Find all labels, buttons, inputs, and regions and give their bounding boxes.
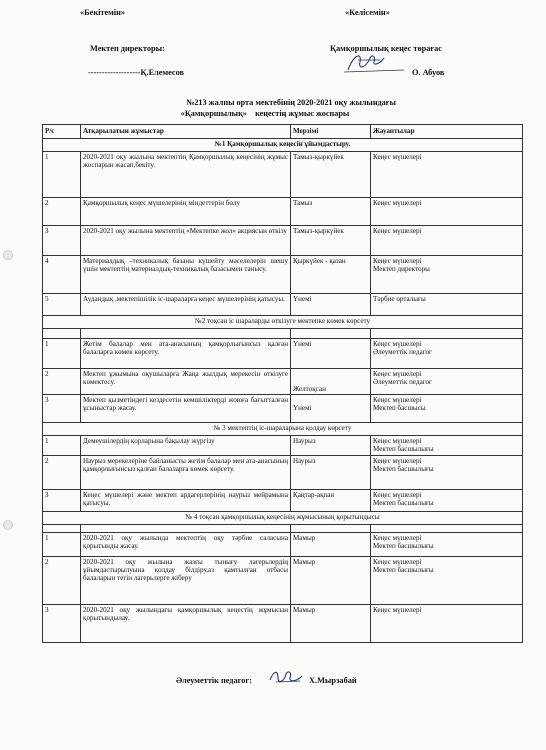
row-work: Кеңес мүшелері және мектеп ардагерлерінің наурыз мейрамына қатысуы. xyxy=(81,490,291,512)
row-num: 2 xyxy=(43,369,81,395)
row-term: Үнемі xyxy=(291,294,371,316)
section-row xyxy=(43,139,523,152)
section-title: № 3 мектептің іс-шараларына қолдау көрсету xyxy=(43,423,523,436)
row-term: Тамыз-қыркүйек xyxy=(291,226,371,256)
table-header-row xyxy=(43,125,523,139)
agree-label: «Келісемін» xyxy=(345,8,390,17)
row-num: 2 xyxy=(43,456,81,490)
section-title: №1 Қамқоршылық кеңесін ұйымдастыру. xyxy=(43,139,523,152)
work-plan-table xyxy=(42,124,523,643)
row-resp: Кеңес мүшелері Мектеп директоры xyxy=(371,256,523,294)
row-num: 5 xyxy=(43,294,81,316)
table-row xyxy=(43,294,523,316)
row-resp: Кеңес мүшелері xyxy=(371,198,523,226)
row-num: 3 xyxy=(43,395,81,423)
row-work: Жетім балалар мен ата-анасының қамқорлығынсыз қалған балаларға көмек көрсету. xyxy=(81,339,291,369)
table-row xyxy=(43,339,523,369)
row-work: Наурыз мерекелеріне байланысты жетім балалар мен ата-анасының қамқорлығынсыз қалған балаларға көмек көрсету. xyxy=(81,456,291,490)
col-header-work: Атқарылатын жұмыстар xyxy=(81,125,291,139)
row-work: 2020-2021 оқу жылына мектептің «Мектепке жол» акциясын өткізу xyxy=(81,226,291,256)
table-row xyxy=(43,436,523,456)
spacer-row xyxy=(43,525,523,533)
row-num: 1 xyxy=(43,152,81,198)
row-resp: Тәрбие орталығы xyxy=(371,294,523,316)
social-teacher-signature xyxy=(266,666,308,688)
row-term: Қаңтар-ақпан xyxy=(291,490,371,512)
section-title: № 4 тоқсан қамқоршылық кеңесінің жұмысының қорытындысы xyxy=(43,512,523,525)
punch-hole xyxy=(3,250,13,260)
row-resp: Кеңес мүшелері xyxy=(371,226,523,256)
row-resp: Кеңес мүшелері Әлеуметтік педагог xyxy=(371,369,523,395)
row-term: Тамыз-қыркүйек xyxy=(291,152,371,198)
table-row xyxy=(43,198,523,226)
row-num: 2 xyxy=(43,557,81,605)
row-num: 1 xyxy=(43,436,81,456)
section-row xyxy=(43,512,523,525)
row-resp: Кеңес мүшелері xyxy=(371,152,523,198)
col-header-term: Мерзімі xyxy=(291,125,371,139)
row-num: 4 xyxy=(43,256,81,294)
row-num: 1 xyxy=(43,533,81,557)
plan-title-line2 xyxy=(0,109,538,118)
table-row xyxy=(43,533,523,557)
row-resp: Кеңес мүшелері Мектеп басшылығы xyxy=(371,456,523,490)
row-term: Үнемі xyxy=(291,395,371,423)
row-num: 3 xyxy=(43,605,81,643)
row-work: 2020-2021 оқу жылындағы қамқоршылық кеңестің жұмысын қорытындылау. xyxy=(81,605,291,643)
plan-title-rest: кеңестің жұмыс жоспары xyxy=(255,109,350,118)
section-row xyxy=(43,423,523,436)
table-row xyxy=(43,490,523,512)
col-header-num: Р/с xyxy=(43,125,81,139)
row-term: Желтоқсан xyxy=(291,369,371,395)
council-chair-title: Қамқоршылық кеңес төрағас xyxy=(330,44,442,53)
row-resp: Кеңес мүшелері Мектеп басшылығы xyxy=(371,436,523,456)
row-resp: Кеңес мүшелері Әлеуметтік педагог xyxy=(371,339,523,369)
row-work: 2020-2021 оқу жылында мектептің оқу тәрбие саласына қорытынды жасау. xyxy=(81,533,291,557)
table-row xyxy=(43,557,523,605)
table-row xyxy=(43,456,523,490)
row-term: Мамыр xyxy=(291,605,371,643)
table-row xyxy=(43,395,523,423)
punch-hole xyxy=(3,520,13,530)
table-row xyxy=(43,152,523,198)
row-work: Аудандық ,мектепішілік іс-шараларға кеңес мүшелерінің қатысуы. xyxy=(81,294,291,316)
row-num: 3 xyxy=(43,490,81,512)
row-resp: Кеңес мүшелері Мектеп басшылығы xyxy=(371,557,523,605)
row-work: Қамқоршылық кеңес мүшелерінің міндеттерін бөлу xyxy=(81,198,291,226)
approve-label: «Бекітемін» xyxy=(80,8,126,17)
plan-title-name: «Қамқоршылық» xyxy=(180,109,247,118)
council-chair-name: О. Абуов xyxy=(412,68,445,77)
row-term: Қыркүйек - қазан xyxy=(291,256,371,294)
row-work: 2020-2021 оқу жылына жазғы тынығу лагерьлердің ұйымдастырылуына қолдау білдіру,аз қамтылған отбасы балаларын тегін лагерьлерге жіберу xyxy=(81,557,291,605)
council-chair-signature xyxy=(340,50,410,76)
row-term: Тамыз xyxy=(291,198,371,226)
social-teacher-name: Х.Мырзабай xyxy=(309,676,357,685)
row-term: Наурыз xyxy=(291,456,371,490)
section-row xyxy=(43,316,523,329)
row-term: Мамыр xyxy=(291,557,371,605)
row-work: Мектеп қызметіндегі кездесетін кемшіліктерді жоюға бағытталған ұсыныстар жасау. xyxy=(81,395,291,423)
row-term: Наурыз xyxy=(291,436,371,456)
row-work: Материалдық –техникалық базаны күшейту мәселелерін шешу үшін мектептің материалдық-техникалық базасымен танысу. xyxy=(81,256,291,294)
plan-title-line1: №213 жалпы орта мектебінің 2020-2021 оқу жылындағы xyxy=(186,98,396,107)
director-title: Мектеп директоры: xyxy=(90,44,165,53)
director-name: -------------------Қ.Елемесов xyxy=(88,68,184,77)
row-num: 1 xyxy=(43,339,81,369)
row-resp: Кеңес мүшелері Мектеп басшылығы xyxy=(371,533,523,557)
row-work: Мектеп ұжымына оқушыларға Жаңа жылдық мерекесін өткізуге көмектесу. xyxy=(81,369,291,395)
section-title: №2 тоқсан іс шараларды өткізуге мектепке көмек көрсету xyxy=(43,316,523,329)
row-num: 3 xyxy=(43,226,81,256)
row-resp: Кеңес мүшелері Мектеп басшысы xyxy=(371,395,523,423)
table-row xyxy=(43,256,523,294)
table-row xyxy=(43,226,523,256)
row-term: Үнемі xyxy=(291,339,371,369)
row-resp: Кеңес мүшелері Мектеп басшылығы xyxy=(371,490,523,512)
row-term: Мамыр xyxy=(291,533,371,557)
table-row xyxy=(43,605,523,643)
social-teacher-label: Әлеуметтік педагог: xyxy=(176,676,252,685)
table-row xyxy=(43,369,523,395)
row-work: 2020-2021 оқу жылына мектептің Қамқоршылық кеңесінің жұмыс жоспарын жасап,бекіту. xyxy=(81,152,291,198)
spacer-row xyxy=(43,329,523,339)
row-work: Демеушілердің қорларына бақылау жүргізу xyxy=(81,436,291,456)
col-header-resp: Жауаптылар xyxy=(371,125,523,139)
row-num: 2 xyxy=(43,198,81,226)
row-resp: Кеңес мүшелері xyxy=(371,605,523,643)
